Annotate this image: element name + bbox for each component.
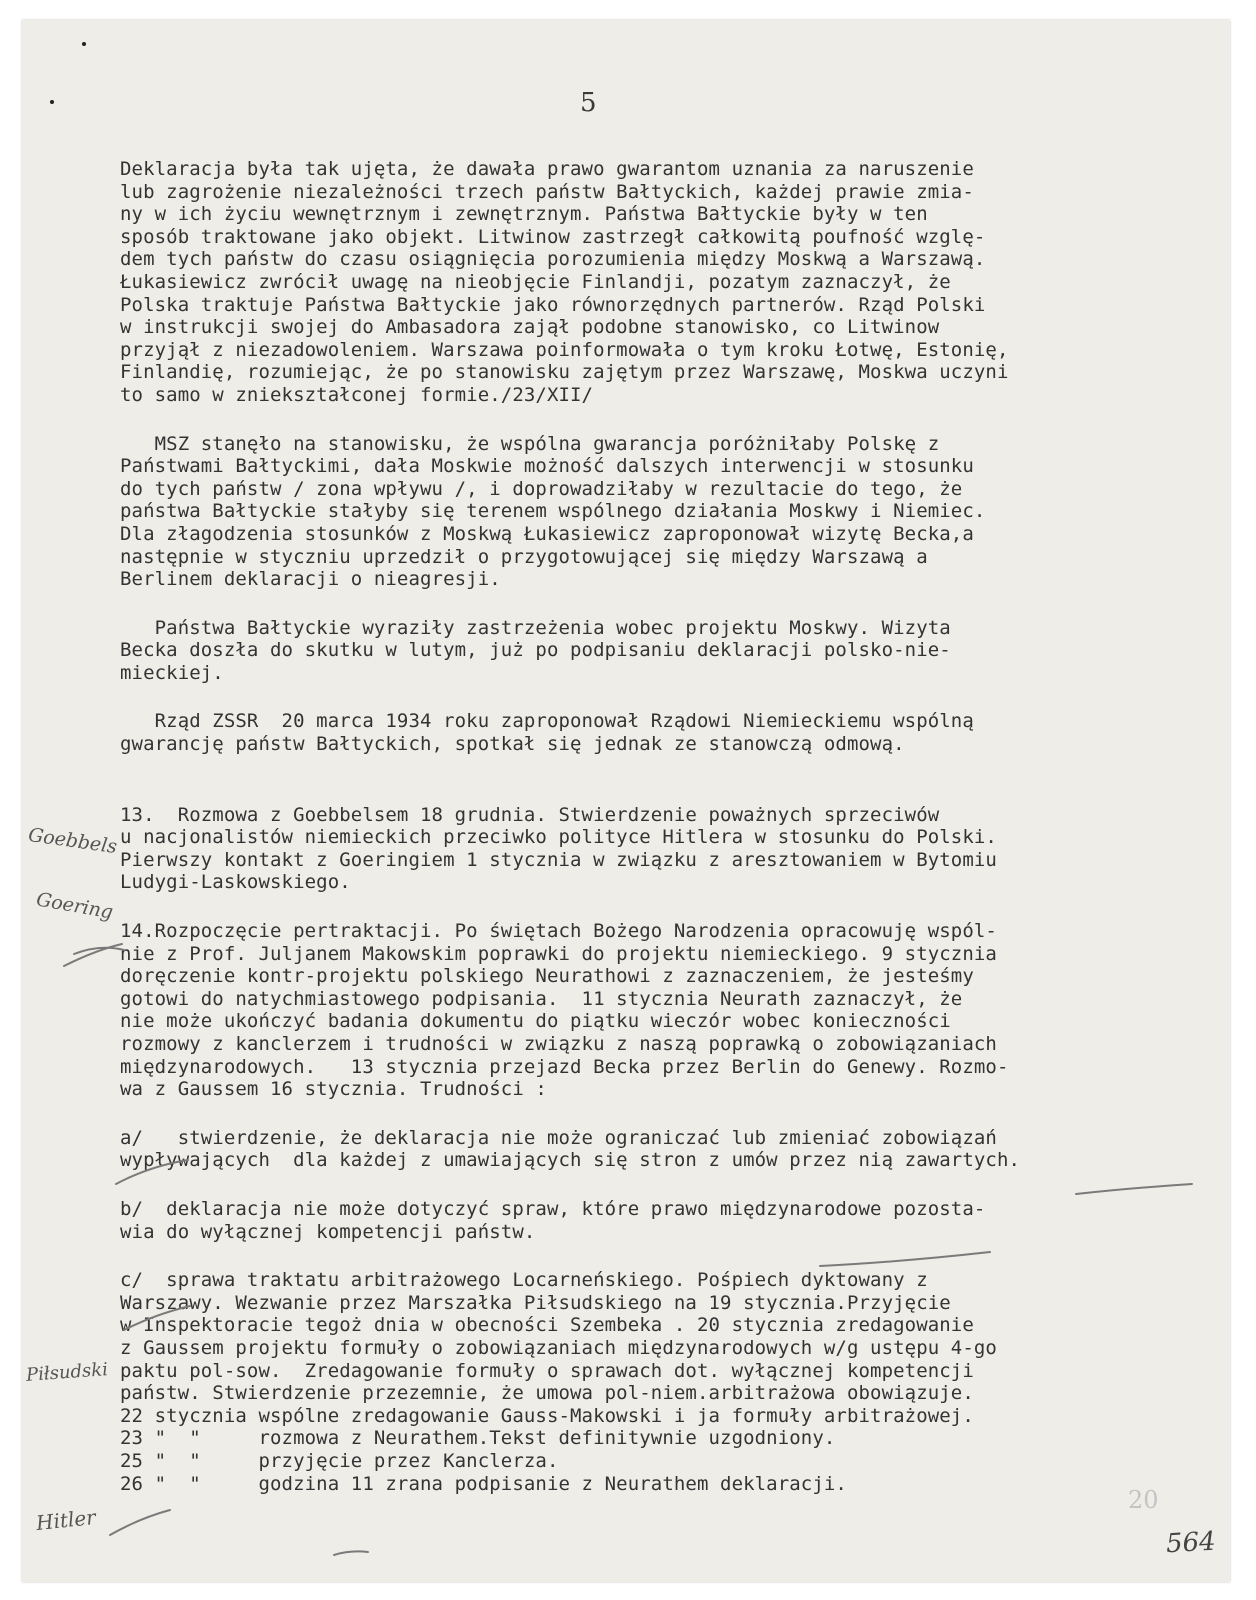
text-line: 14.Rozpoczęcie pertraktacji. Po świętach Bożego Narodzenia opracowuję wspól- (120, 920, 997, 943)
margin-dot (82, 42, 86, 46)
paragraph-1 (120, 158, 1210, 407)
text-line: 26 " " godzina 11 zrana podpisanie z Neurathem deklaracji. (120, 1472, 847, 1495)
margin-note-pilsudski: Piłsudski (25, 1359, 109, 1386)
page-number: 5 (580, 88, 597, 118)
text-line: paktu pol-sow. Zredagowanie formuły o sprawach dot. wyłącznej kompetencji (120, 1359, 974, 1382)
text-line: wypływających dla każdej z umawiających się stron z umów przez nią zawartych. (120, 1149, 1021, 1172)
text-line: Warszawy. Wezwanie przez Marszałka Piłsudskiego na 19 stycznia.Przyjęcie (120, 1291, 951, 1314)
text-line: Finlandię, rozumiejąc, że po stanowisku zajętym przez Warszawę, Moskwa uczyni (120, 361, 1009, 384)
item-a (120, 1127, 1210, 1172)
text-line: gwarancję państw Bałtyckich, spotkał się jednak ze stanowczą odmową. (120, 733, 905, 756)
text-line: z Gaussem projektu formuły o zobowiązaniach międzynarodowych w/g ustępu 4-go (120, 1336, 997, 1359)
text-line: a/ stwierdzenie, że deklaracja nie może ograniczać lub zmieniać zobowiązań (120, 1126, 997, 1149)
document-page (22, 20, 1230, 1582)
text-line: Pierwszy kontakt z Goeringiem 1 stycznia w związku z aresztowaniem w Bytomiu (120, 848, 997, 871)
paragraph-14 (120, 920, 1210, 1101)
text-line: lub zagrożenie niezależności trzech państw Bałtyckich, każdej prawie zmia- (120, 180, 974, 203)
margin-note-goering: Goering (34, 888, 115, 924)
text-line: państwa Bałtyckie stałyby się terenem wspólnego działania Moskwy i Niemiec. (120, 500, 986, 523)
text-line: dem tych państw do czasu osiągnięcia porozumienia między Moskwą a Warszawą. (120, 248, 986, 271)
item-c (120, 1269, 1210, 1495)
text-line: następnie w styczniu uprzedził o przygotowującej się między Warszawą a (120, 545, 928, 568)
text-line: to samo w zniekształconej formie./23/XII/ (120, 383, 594, 406)
text-line: do tych państw / zona wpływu /, i doprowadziłaby w rezultacie do tego, że (120, 477, 963, 500)
text-line: mieckiej. (120, 661, 224, 684)
archive-number-faint: 20 (1128, 1486, 1159, 1514)
text-line: Rząd ZSSR 20 marca 1934 roku zaproponował Rządowi Niemieckiemu wspólną (120, 710, 974, 733)
text-line: c/ sprawa traktatu arbitrażowego Locarneńskiego. Pośpiech dyktowany z (120, 1269, 928, 1292)
text-line: Łukasiewicz zwrócił uwagę na nieobjęcie Finlandji, pozatym zaznaczył, że (120, 270, 951, 293)
text-line: Państwami Bałtyckimi, dała Moskwie możność dalszych interwencji w stosunku (120, 455, 974, 478)
text-line: Becka doszła do skutku w lutym, już po podpisaniu deklaracji polsko-nie- (120, 639, 951, 662)
text-line: Państwa Bałtyckie wyraziły zastrzeżenia wobec projektu Moskwy. Wizyta (120, 616, 951, 639)
text-line: Deklaracja była tak ujęta, że dawała prawo gwarantom uznania za naruszenie (120, 158, 974, 180)
text-line: państw. Stwierdzenie przezemnie, że umowa pol-niem.arbitrażowa obowiązuje. (120, 1382, 974, 1405)
text-line: w Inspektoracie tegoż dnia w obecności Szembeka . 20 stycznia zredagowanie (120, 1314, 974, 1337)
text-line: 13. Rozmowa z Goebbelsem 18 grudnia. Stwierdzenie poważnych sprzeciwów (120, 803, 940, 826)
paragraph-3 (120, 617, 1210, 685)
margin-note-goebbels: Goebbels (26, 823, 119, 859)
text-line: rozmowy z kanclerzem i trudności w związku z naszą poprawką o zobowiązaniach (120, 1033, 997, 1055)
text-line: Polska traktuje Państwa Bałtyckie jako równorzędnych partnerów. Rząd Polski (120, 293, 986, 316)
text-line: u nacjonalistów niemieckich przeciwko polityce Hitlera w stosunku do Polski. (120, 826, 997, 849)
text-line: doręczenie kontr-projektu polskiego Neurathowi z zaznaczeniem, że jesteśmy (120, 965, 974, 988)
document-body (120, 158, 1210, 1495)
paragraph-13 (120, 804, 1210, 894)
text-line: 23 " " rozmowa z Neurathem.Tekst definitywnie uzgodniony. (120, 1427, 836, 1450)
text-line: nie może ukończyć badania dokumentu do piątku wieczór wobec konieczności (120, 1010, 951, 1033)
text-line: ny w ich życiu wewnętrznym i zewnętrznym. Państwa Bałtyckie były w ten (120, 203, 928, 226)
paragraph-2 (120, 433, 1210, 591)
text-line: gotowi do natychmiastowego podpisania. 11 stycznia Neurath zaznaczył, że (120, 987, 963, 1010)
paragraph-4 (120, 710, 1210, 755)
text-line: 25 " " przyjęcie przez Kanclerza. (120, 1449, 559, 1472)
text-line: Berlinem deklaracji o nieagresji. (120, 568, 501, 591)
text-line: MSZ stanęło na stanowisku, że wspólna gwarancja poróżniłaby Polskę z (120, 432, 940, 455)
text-line: międzynarodowych. 13 stycznia przejazd Becka przez Berlin do Genewy. Rozmo- (120, 1055, 1009, 1078)
margin-note-hitler: Hitler (34, 1504, 97, 1536)
archive-number: 564 (1165, 1526, 1217, 1560)
text-line: Ludygi-Laskowskiego. (120, 871, 351, 894)
text-line: 22 stycznia wspólne zredagowanie Gauss-Makowski i ja formuły arbitrażowej. (120, 1404, 974, 1427)
text-line: nie z Prof. Juljanem Makowskim poprawki do projektu niemieckiego. 9 stycznia (120, 942, 997, 965)
text-line: sposób traktowane jako objekt. Litwinow zastrzegł całkowitą poufność wzglę- (120, 225, 986, 248)
text-line: b/ deklaracja nie może dotyczyć spraw, które prawo międzynarodowe pozosta- (120, 1197, 986, 1220)
item-b (120, 1198, 1210, 1243)
margin-dot (50, 100, 54, 104)
text-line: Dla złagodzenia stosunków z Moskwą Łukasiewicz zaproponował wizytę Becka,a (120, 522, 974, 545)
text-line: wa z Gaussem 16 stycznia. Trudności : (120, 1078, 547, 1101)
text-line: wia do wyłącznej kompetencji państw. (120, 1220, 536, 1243)
text-line: przyjął z niezadowoleniem. Warszawa poinformowała o tym kroku Łotwę, Estonię, (120, 338, 1009, 361)
text-line: w instrukcji swojej do Ambasadora zajął podobne stanowisko, co Litwinow (120, 316, 940, 339)
